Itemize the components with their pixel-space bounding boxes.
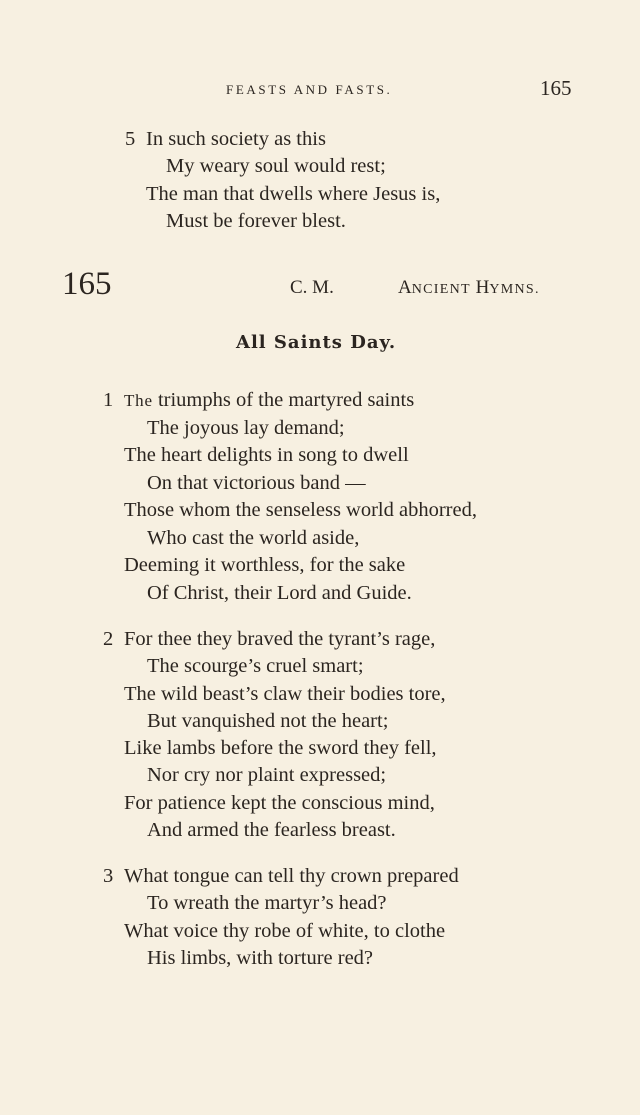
verse-number: 3: [103, 865, 114, 887]
verse-line: Who cast the world aside,: [147, 527, 360, 549]
verse-line: To wreath the martyr’s head?: [147, 892, 387, 914]
verse-line: And armed the fearless breast.: [147, 819, 396, 841]
verse-line: For patience kept the conscious mind,: [124, 792, 435, 814]
verse-line: What voice thy robe of white, to clothe: [124, 920, 446, 942]
verse-line: On that victorious band —: [147, 472, 366, 494]
verse-line: Must be forever blest.: [166, 210, 346, 232]
hymn-meter: C. M.: [290, 277, 334, 298]
hymn-source: ANCIENT HYMNS.: [398, 277, 540, 298]
verse-number: 2: [103, 628, 114, 650]
verse-line: The heart delights in song to dwell: [124, 444, 409, 466]
verse-line: Those whom the senseless world abhorred,: [124, 499, 477, 521]
verse-line: The triumphs of the martyred saints: [124, 389, 415, 411]
verse-number: 5: [125, 128, 136, 150]
page-number: 165: [540, 76, 572, 100]
verse-line: What tongue can tell thy crown prepared: [124, 865, 459, 887]
verse-line: In such society as this: [146, 128, 326, 150]
verse-line: The man that dwells where Jesus is,: [146, 183, 441, 205]
verse-line: The wild beast’s claw their bodies tore,: [124, 683, 446, 705]
running-head-title: FEASTS AND FASTS.: [226, 82, 393, 97]
verse-number: 1: [103, 389, 114, 411]
running-head: [0, 78, 640, 104]
verse-line: The joyous lay demand;: [147, 417, 345, 439]
verse-line: His limbs, with torture red?: [147, 947, 374, 969]
verse-line: Of Christ, their Lord and Guide.: [147, 582, 412, 604]
verse-line: My weary soul would rest;: [166, 155, 386, 177]
verse-line: For thee they braved the tyrant’s rage,: [124, 628, 436, 650]
hymn-number: 165: [62, 266, 112, 302]
verse-line: But vanquished not the heart;: [147, 710, 389, 732]
verse-line: Deeming it worthless, for the sake: [124, 554, 406, 576]
verse-line: Like lambs before the sword they fell,: [124, 737, 437, 759]
hymn-occasion-title: All Saints Day.: [236, 332, 397, 353]
verse-line: Nor cry nor plaint expressed;: [147, 764, 387, 786]
verse-line: The scourge’s cruel smart;: [147, 655, 364, 677]
